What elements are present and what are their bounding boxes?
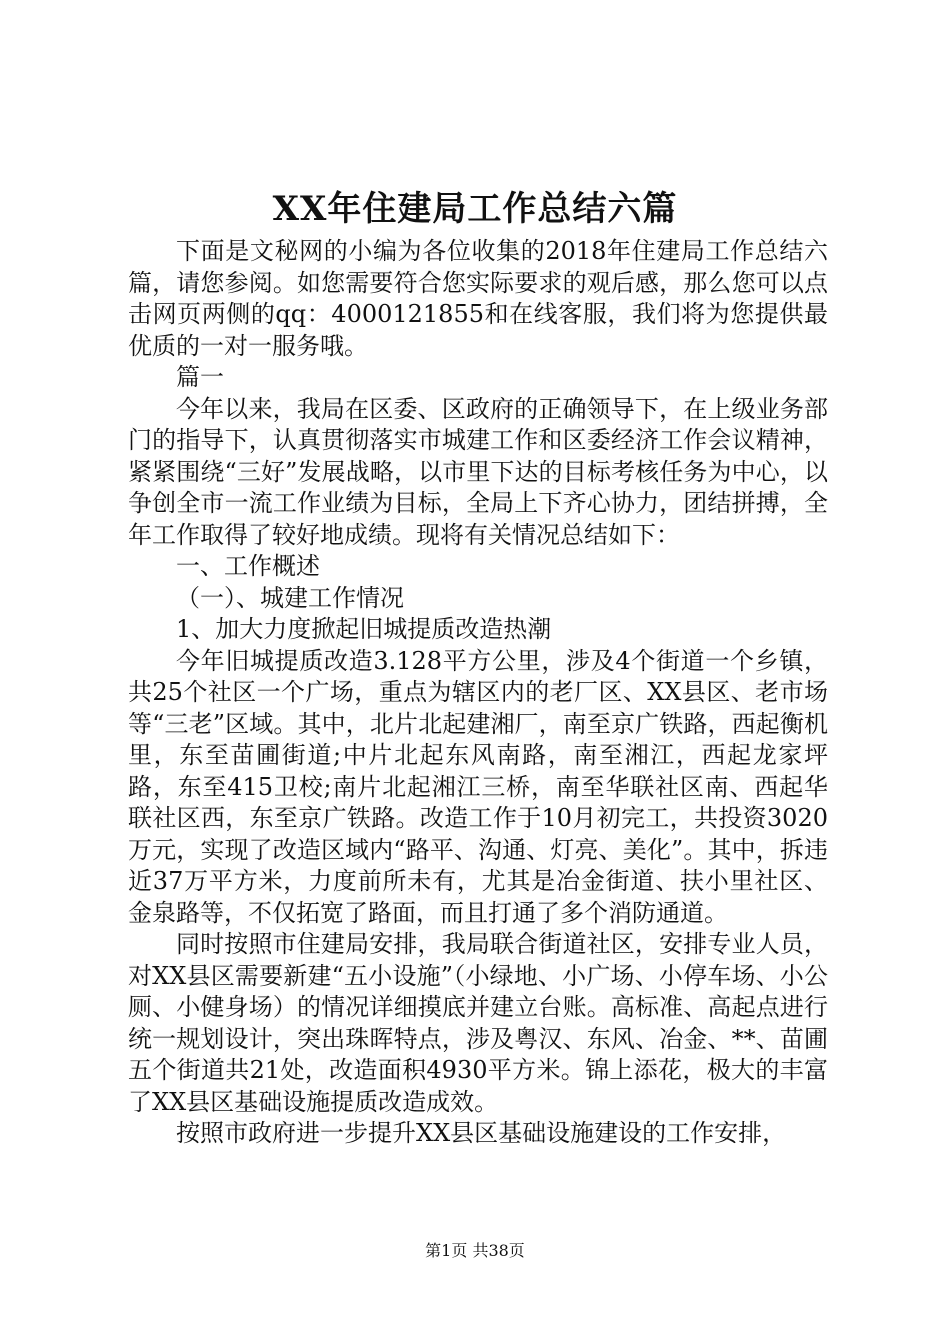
facilities-paragraph: 同时按照市住建局安排，我局联合街道社区，安排专业人员，对XX县区需要新建“五小设施”（小绿地、小广场、小停车场、小公厕、小健身场）的情况详细摸底并建立台账。高标准、高起点进行统一规划设计，突出珠晖特点，涉及粤汉、东风、冶金、**、苗圃五个街道共21处，改造面积4930平方米。锦上添花，极大的丰富了XX县区基础设施提质改造成效。 [128, 930, 828, 1116]
document-body [128, 236, 828, 1150]
renovation-paragraph: 今年旧城提质改造3.128平方公里，涉及4个街道一个乡镇，共25个社区一个广场，重点为辖区内的老厂区、XX县区、老市场等“三老”区域。其中，北片北起建湘厂，南至京广铁路，西起衡机里，东至苗圃街道;中片北起东风南路，南至湘江，西起龙家坪路，东至415卫校;南片北起湘江三桥，南至华联社区南、西起华联社区西，东至京广铁路。改造工作于10月初完工，共投资3020万元，实现了改造区域内“路平、沟通、灯亮、美化”。其中，拆违近37万平方米，力度前所未有，尤其是冶金街道、扶小里社区、金泉路等，不仅拓宽了路面，而且打通了多个消防通道。 [128, 646, 828, 927]
heading-urban-construction: （一）、城建工作情况 [176, 583, 404, 612]
intro-paragraph: 下面是文秘网的小编为各位收集的2018年住建局工作总结六篇，请您参阅。如您需要符合您实际要求的观后感，那么您可以点击网页两侧的qq：4000121855和在线客服，我们将为您提供最优质的一对一服务哦。 [128, 237, 828, 360]
heading-overview: 一、工作概述 [176, 552, 320, 580]
continuation-paragraph: 按照市政府进一步提升XX县区基础设施建设的工作安排， [176, 1119, 787, 1147]
document-title: XX年住建局工作总结六篇 [272, 189, 678, 229]
summary-paragraph: 今年以来，我局在区委、区政府的正确领导下，在上级业务部门的指导下，认真贯彻落实市城建工作和区委经济工作会议精神，紧紧围绕“三好”发展战略，以市里下达的目标考核任务为中心，以争创全市一流工作业绩为目标，全局上下齐心协力，团结拼搏，全年工作取得了较好地成绩。现将有关情况总结如下： [128, 394, 828, 549]
section-label: 篇一 [176, 363, 224, 391]
heading-old-city-renovation: 1、加大力度掀起旧城提质改造热潮 [176, 615, 552, 643]
page-number: 第1页 共38页 [425, 1241, 525, 1260]
